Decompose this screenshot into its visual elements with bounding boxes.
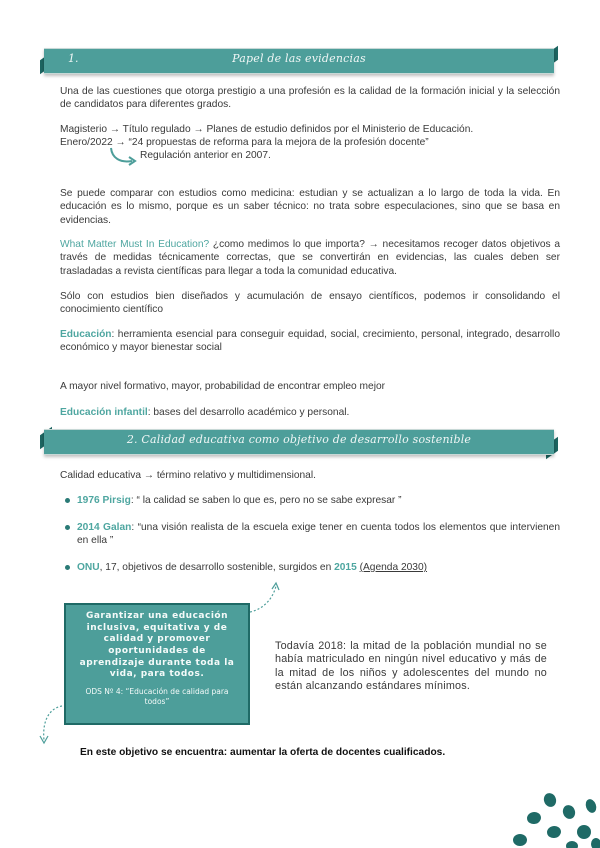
paragraph-objetivo: En este objetivo se encuentra: aumentar la oferta de docentes cualificados.: [80, 747, 446, 758]
text-pirsig: : “ la calidad se saben lo que es, pero no se sabe expresar ”: [130, 495, 402, 506]
section-title: 2. Calidad educativa como objetivo de desarrollo sostenible: [126, 433, 472, 446]
dashed-arrow-icon: [246, 580, 286, 616]
highlight-what-matter: What Matter Must In Education?: [60, 239, 210, 250]
decorative-dots-icon: [506, 788, 600, 848]
paragraph-calidad: Calidad educativa → término relativo y multidimensional.: [60, 470, 316, 481]
callout-main-text: Garantizar una educación inclusiva, equitativa y de calidad y promover oportunidades de aprendizaje durante toda la vida, para todos.: [79, 611, 235, 680]
callout-sub-text: ODS Nº 4: “Educación de calidad para todos”: [85, 687, 229, 706]
paragraph-educacion: [60, 328, 560, 355]
highlight-onu: ONU: [77, 562, 100, 573]
list-item: [60, 521, 560, 548]
highlight-infantil: Educación infantil: [60, 407, 148, 418]
paragraph-enero: Enero/2022 → “24 propuestas de reforma para la mejora de la profesión docente”: [60, 137, 429, 148]
text-onu: , 17, objetivos de desarrollo sostenible, surgidos en: [99, 562, 335, 573]
list-item: [60, 561, 560, 574]
agenda-link[interactable]: (Agenda 2030): [359, 562, 428, 573]
bullet-list: [60, 521, 560, 548]
bullet-list: [60, 494, 560, 507]
text-what-matter: ¿como medimos lo que importa? → necesitamos recoger datos objetivos a través de medidas técnicamente correctas, que se convertirán en evidencias, las cuales deben ser trasladadas a revista científicas para llegar a toda la comunidad educativa.: [60, 239, 560, 277]
bullet-icon: [65, 565, 70, 570]
section-number: 1.: [68, 52, 79, 65]
text-educacion: : herramienta esencial para conseguir equidad, social, crecimiento, personal, integrado, desarrollo económico y mayor bienestar social: [60, 329, 560, 354]
ods-callout-box: [64, 603, 250, 725]
paragraph-magisterio: Magisterio → Título regulado → Planes de estudio definidos por el Ministerio de Educación.: [60, 124, 474, 135]
section-1-banner: [40, 48, 558, 72]
paragraph-regulacion: Regulación anterior en 2007.: [140, 150, 271, 161]
list-item: [60, 494, 560, 507]
highlight-galan: 2014 Galan: [77, 522, 132, 533]
highlight-educacion: Educación: [60, 329, 112, 340]
paragraph-medicina: Se puede comparar con estudios como medicina: estudian y se actualizan a lo largo de toda la vida. En educación es lo mismo, porque es un saber técnico: no trata sobre especulaciones, sino que se basa en evidencias.: [60, 188, 560, 226]
text-galan: : “una visión realista de la escuela exige tener en cuenta todos los elementos que intervienen en ella ”: [77, 522, 560, 547]
text-infantil: : bases del desarrollo académico y personal.: [147, 407, 350, 418]
paragraph-2018: Todavía 2018: la mitad de la población mundial no se había matriculado en ningún nivel educativo y más de la mitad de los niños y adolescentes del mundo no están alcanzando estándares mínimos.: [275, 640, 547, 693]
paragraph-prestigio: Una de las cuestiones que otorga prestigio a una profesión es la calidad de la formación inicial y la selección de candidatos para diferentes grados.: [60, 86, 560, 111]
paragraph-estudios: Sólo con estudios bien diseñados y acumulación de ensayo científicos, podemos ir consolidando el conocimiento científico: [60, 291, 560, 316]
bullet-icon: [65, 525, 70, 530]
paragraph-infantil: [60, 406, 560, 419]
bullet-icon: [65, 498, 70, 503]
paragraph-empleo: A mayor nivel formativo, mayor, probabilidad de encontrar empleo mejor: [60, 381, 386, 392]
paragraph-what-matter: [60, 238, 560, 278]
section-title: Papel de las evidencias: [232, 52, 366, 65]
bullet-list: [60, 561, 560, 574]
section-2-banner: [40, 429, 558, 453]
dashed-arrow-icon: [34, 702, 68, 748]
highlight-2015: 2015: [334, 562, 357, 573]
highlight-pirsig: 1976 Pirsig: [77, 495, 131, 506]
curved-arrow-icon: [108, 146, 138, 168]
